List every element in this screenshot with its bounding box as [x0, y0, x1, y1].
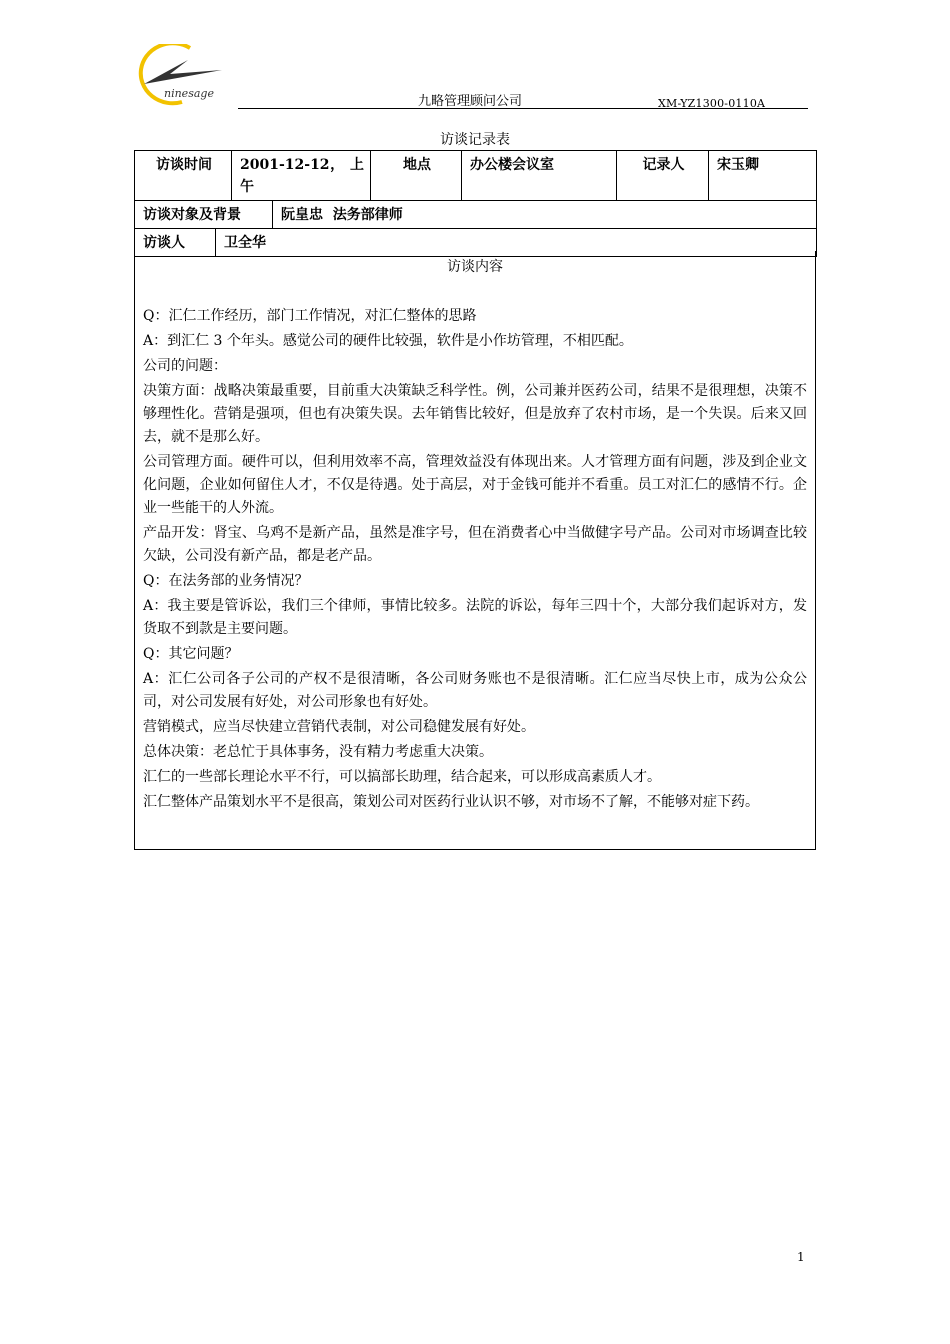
recorder-value: 宋玉卿 [709, 151, 817, 201]
subject-label: 访谈对象及背景 [135, 201, 273, 229]
content-paragraph: 产品开发：肾宝、乌鸡不是新产品，虽然是准字号，但在消费者心中当做健字号产品。公司对市场调查比较欠缺，公司没有新产品，都是老产品。 [143, 525, 807, 564]
time-value-line1: 2001-12-12， 上 [240, 157, 364, 173]
content-paragraph: Q：其它问题？ [143, 646, 239, 662]
content-paragraph: Q：汇仁工作经历，部门工作情况，对汇仁整体的思路 [143, 308, 477, 324]
company-logo [130, 44, 230, 108]
time-value [232, 151, 371, 201]
content-paragraph: 决策方面：战略决策最重要，目前重大决策缺乏科学性。例，公司兼并医药公司，结果不是很理想，决策不够理性化。营销是强项，但也有决策失误。去年销售比较好，但是放弃了农村市场，是一个失误。后来又回去，就不是那么好。 [143, 383, 807, 445]
content-paragraph: A：汇仁公司各子公司的产权不是很清晰，各公司财务账也不是很清晰。汇仁应当尽快上市，成为公众公司，对公司发展有好处，对公司形象也有好处。 [143, 671, 807, 710]
recorder-label: 记录人 [617, 151, 709, 201]
content-paragraph: 公司管理方面。硬件可以，但利用效率不高，管理效益没有体现出来。人才管理方面有问题，涉及到企业文化问题，企业如何留住人才，不仅是待遇。处于高层，对于金钱可能并不看重。员工对汇仁的感情不行。企业一些能干的人外流。 [143, 454, 807, 516]
place-label: 地点 [371, 151, 462, 201]
content-title: 访谈内容 [447, 259, 503, 275]
content-paragraph: Q：在法务部的业务情况？ [143, 573, 309, 589]
interviewer-label: 访谈人 [135, 229, 216, 257]
interviewer-value: 卫全华 [216, 229, 817, 257]
time-label: 访谈时间 [135, 151, 232, 201]
time-value-line2: 午 [240, 179, 254, 195]
meta-row-time [135, 151, 817, 201]
company-name: 九略管理顾问公司 [418, 94, 523, 109]
meta-row-subject [135, 201, 817, 229]
content-paragraph: A：到汇仁 3 个年头。感觉公司的硬件比较强，软件是小作坊管理，不相匹配。 [143, 333, 633, 349]
content-paragraph: 总体决策：老总忙于具体事务，没有精力考虑重大决策。 [143, 744, 493, 760]
content-paragraph: 汇仁的一些部长理论水平不行，可以搞部长助理，结合起来，可以形成高素质人才。 [143, 769, 661, 785]
content-paragraph: 公司的问题： [143, 358, 227, 374]
content-paragraph: A：我主要是管诉讼，我们三个律师，事情比较多。法院的诉讼，每年三四十个，大部分我们起诉对方，发货取不到款是主要问题。 [143, 598, 807, 637]
place-value: 办公楼会议室 [462, 151, 617, 201]
subject-value: 阮皇忠 法务部律师 [273, 201, 817, 229]
form-title: 访谈记录表 [440, 132, 510, 148]
content-paragraph: 营销模式，应当尽快建立营销代表制，对公司稳健发展有好处。 [143, 719, 535, 735]
header-rule [238, 108, 808, 109]
content-body [135, 278, 815, 814]
page-number: 1 [797, 1250, 805, 1264]
document-number: XM-YZ1300-0110A [658, 97, 766, 110]
svg-text:ninesage: ninesage [164, 87, 214, 100]
content-paragraph: 汇仁整体产品策划水平不是很高，策划公司对医药行业认识不够，对市场不了解，不能够对症下药。 [143, 794, 759, 810]
interview-meta-table [134, 150, 817, 257]
interview-content-box [134, 251, 816, 850]
